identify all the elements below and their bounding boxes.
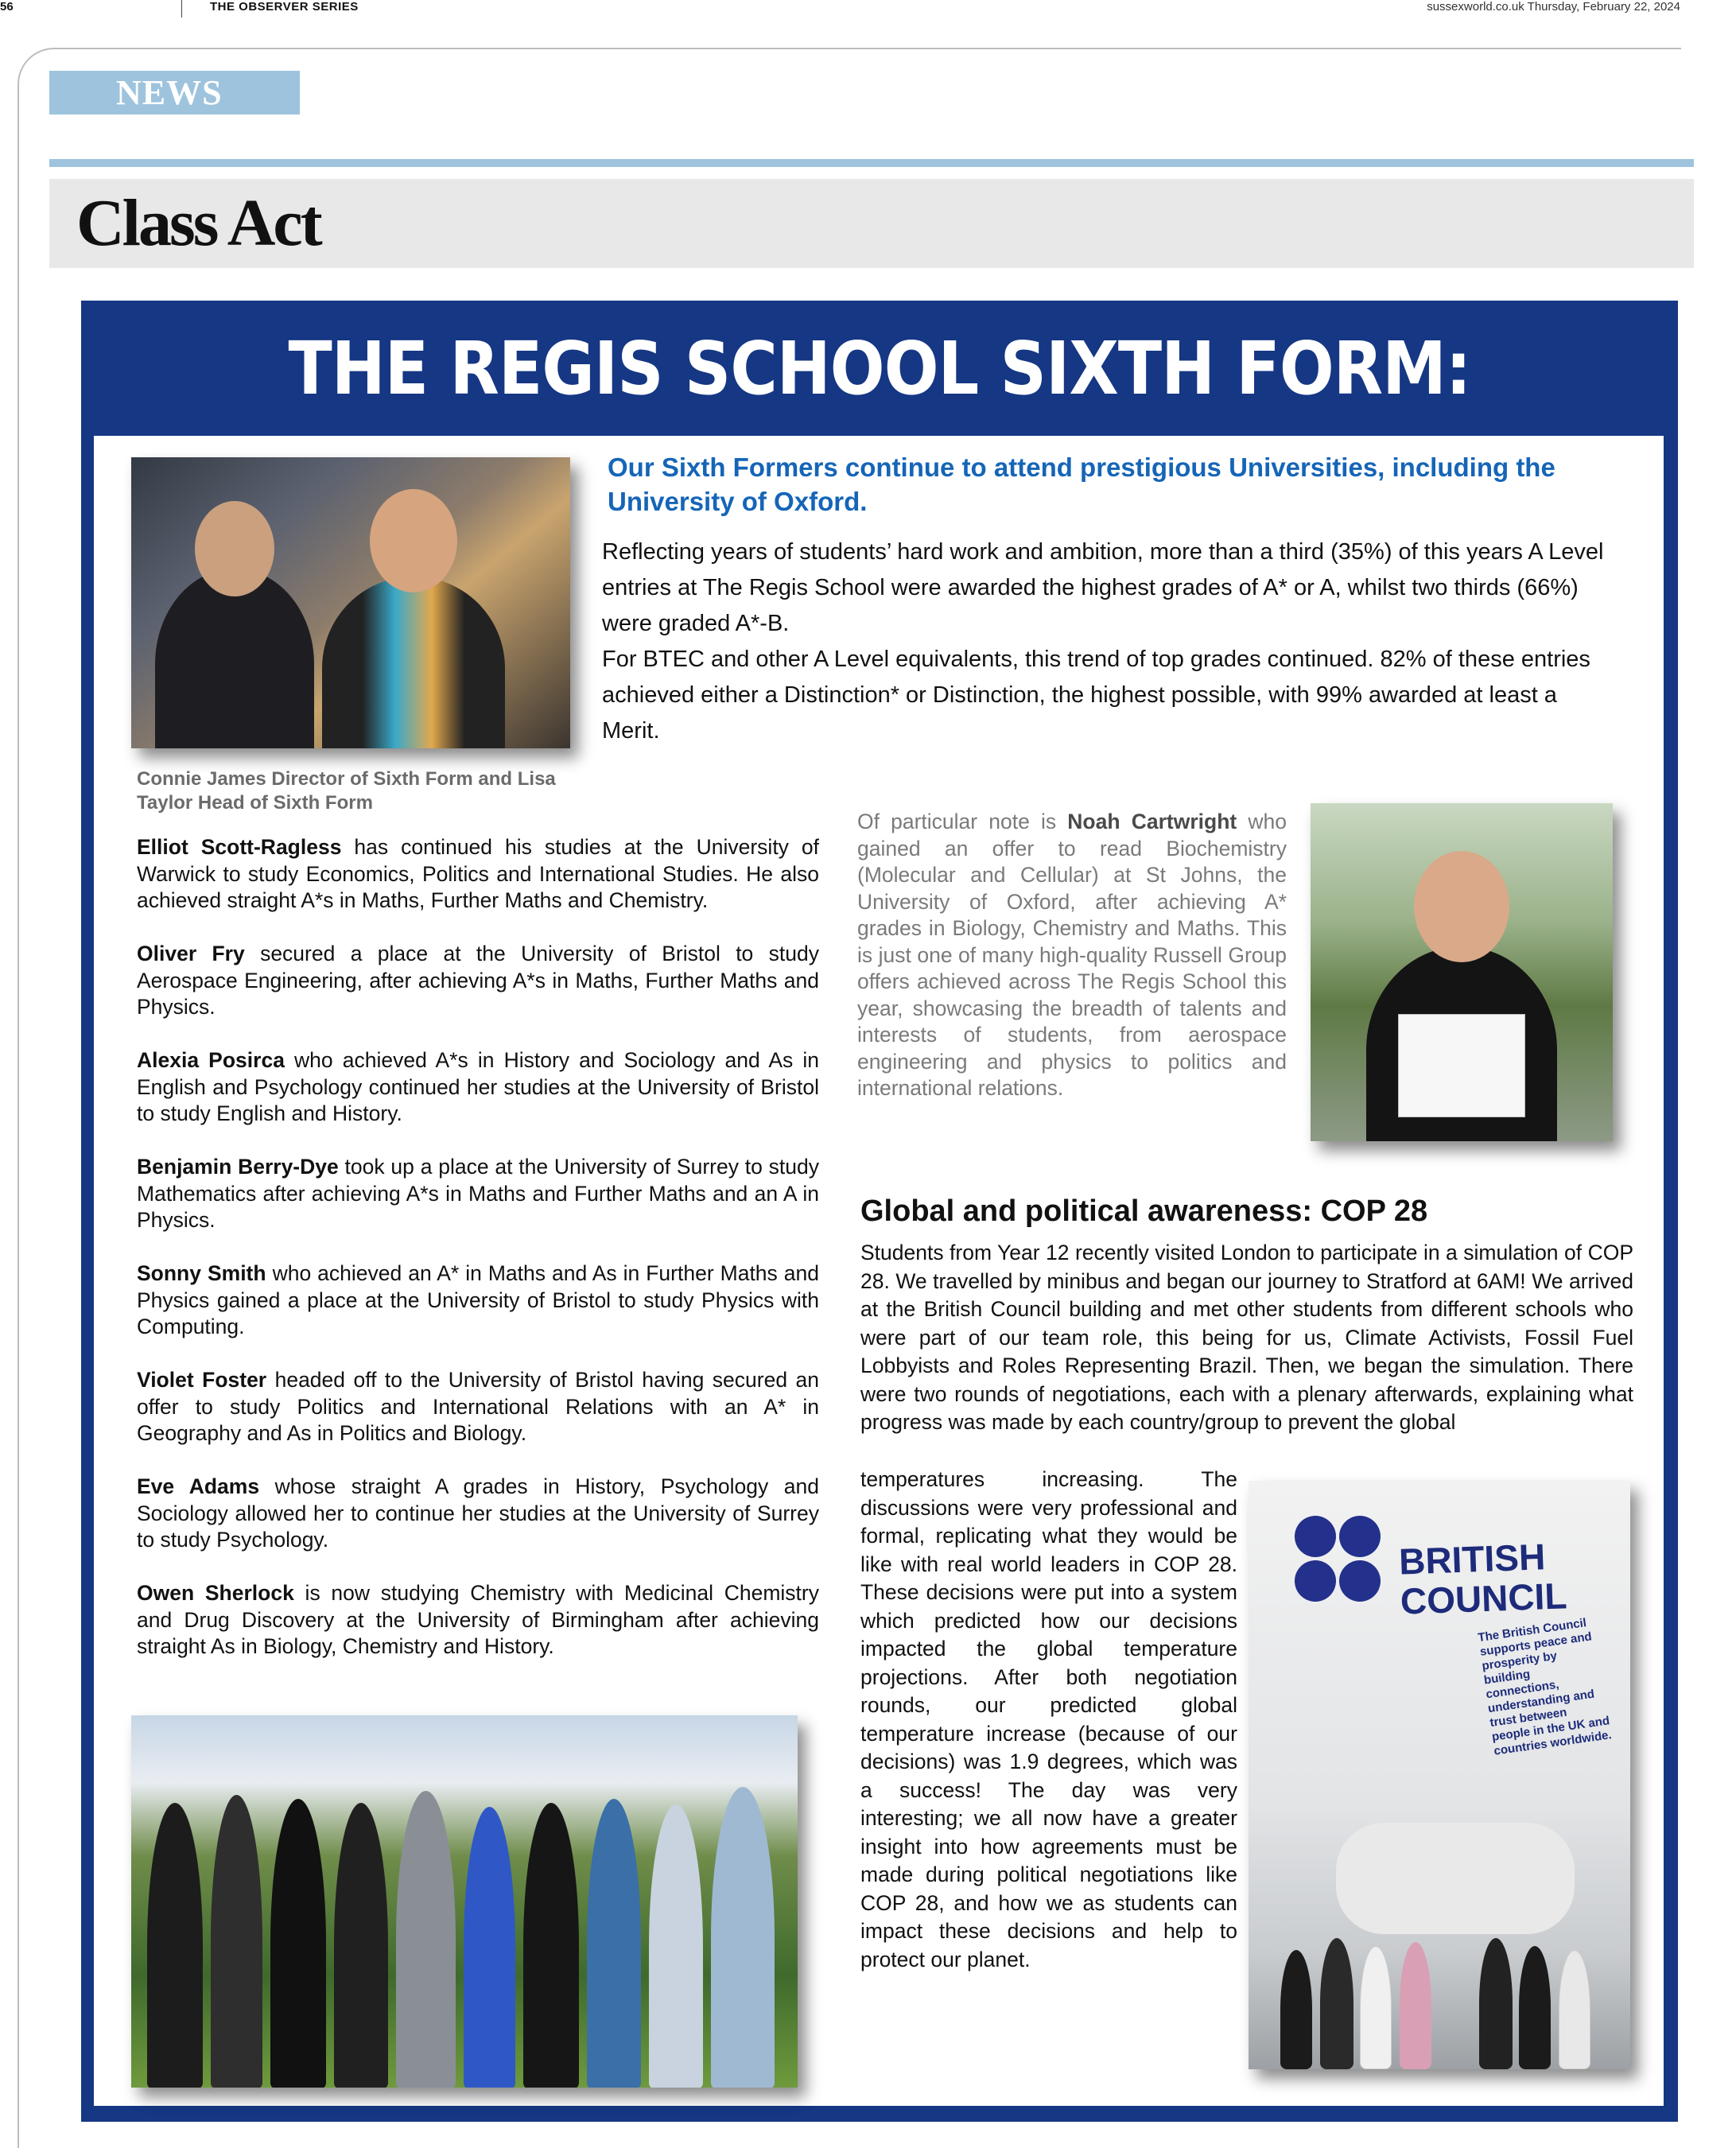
student-entry (137, 1047, 819, 1128)
student-entry (137, 1260, 819, 1341)
featured-student-photo (1311, 803, 1613, 1141)
certificate (1398, 1014, 1525, 1117)
staff-head-left (195, 501, 274, 596)
student-text: secured a place at the University of Bristol to study Aerospace Engineering, after achieving A*s in Maths, Further Maths and Physics. (137, 942, 819, 1019)
staff-head-right (370, 489, 457, 592)
student-text: whose straight A grades in History, Psychology and Sociology allowed her to continue her studies at the University of Surrey to study Psychology. (137, 1474, 819, 1552)
series-name: THE OBSERVER SERIES (210, 0, 359, 14)
group-figure (1519, 1946, 1551, 2069)
group-figure (649, 1804, 703, 2088)
student-text: who achieved an A* in Maths and As in Further Maths and Physics gained a place at the University of Bristol to study Physics with Computing. (137, 1261, 819, 1338)
cop-text-wide: Students from Year 12 recently visited London to participate in a simulation of COP 28. We travelled by minibus and began our journey to Stratford at 6AM! We arrived at the British Council building and met other students from different schools who were part of our team role, this being for us, Climate Activists, Fossil Fuel Lobbyists and Roles Representing Brazil. Then, we began the simulation. There were two rounds of negotiations, each with a plenary afterwards, explaining what progress was made by each country/group to prevent the global (860, 1241, 1633, 1434)
cop-heading: Global and political awareness: COP 28 (860, 1194, 1428, 1228)
student-entry (137, 1154, 819, 1234)
group-photo (131, 1715, 798, 2088)
group-figure (1320, 1938, 1353, 2069)
group-figure (1280, 1950, 1312, 2069)
british-council-statement: The British Council supports peace and prosperity by building connections, understanding and trust between people in the UK and countries worldwide. (1477, 1616, 1613, 1758)
group-figure (711, 1787, 775, 2088)
student-entry (137, 1367, 819, 1447)
student-head (1414, 851, 1509, 962)
featured-student-note (857, 809, 1287, 1102)
group-figure (147, 1803, 203, 2088)
group-figure (211, 1795, 262, 2088)
table-shape (1336, 1823, 1575, 1934)
student-name: Sonny Smith (137, 1261, 266, 1285)
section-tag: NEWS (49, 71, 300, 115)
group-figure (396, 1791, 456, 2088)
staff-photo (131, 457, 570, 748)
student-name: Owen Sherlock (137, 1581, 294, 1605)
section-rule (49, 159, 1694, 167)
student-text: took up a place at the University of Surrey to study Mathematics after achieving A*s in Maths and Further Maths and an A in Physics. (137, 1155, 819, 1232)
page-number: 56 (0, 0, 14, 14)
student-entry (137, 834, 819, 915)
photo-caption: Connie James Director of Sixth Form and Lisa Taylor Head of Sixth Form (137, 768, 556, 814)
masthead-divider (181, 0, 182, 17)
student-name: Benjamin Berry-Dye (137, 1155, 339, 1179)
section-title: Class Act (76, 186, 320, 260)
cop-text-narrow: temperatures increasing. The discussions were very professional and formal, replicating what they would be like with real world leaders in COP 28. These decisions were put into a system which predicted how our decisions impacted the global temperature projections. After both negotiation rounds, our predicted global temperature increase (because of our decisions) was 1.9 degrees, which was a success! The day was very interesting; we all now have a greater insight into how agreements must be made during political negotiations like COP 28, and how we as students can impact these decisions and help to protect our planet. (860, 1467, 1237, 1971)
note-lead: Of particular note is (857, 810, 1068, 833)
group-figure (334, 1803, 388, 2088)
student-text: headed off to the University of Bristol having secured an offer to study Politics and International Relations with an A* in Geography and As in Politics and Biology. (137, 1368, 819, 1445)
group-figure (464, 1807, 515, 2088)
featured-student-name: Noah Cartwright (1067, 810, 1237, 833)
student-name: Oliver Fry (137, 942, 245, 965)
advert-headline: THE REGIS SCHOOL SIXTH FORM: (288, 326, 1471, 411)
intro-paragraph: For BTEC and other A Level equivalents, this trend of top grades continued. 82% of these entries achieved either a Distinction* or Distinction, the highest possible, with 99% awarded at least a Merit. (602, 647, 1590, 744)
student-entry (137, 941, 819, 1021)
group-figure (270, 1799, 326, 2088)
student-entry (137, 1580, 819, 1661)
advert-intro (602, 534, 1614, 749)
student-text: is now studying Chemistry with Medicinal Chemistry and Drug Discovery at the University of Birmingham after achieving straight As in Biology, Chemistry and History. (137, 1581, 819, 1658)
intro-paragraph: Reflecting years of students’ hard work and ambition, more than a third (35%) of this years A Level entries at The Regis School were awarded the highest grades of A* or A, whilst two thirds (66%) were graded A*-B. (602, 539, 1604, 636)
sign-line: COUNCIL (1400, 1575, 1568, 1622)
group-figure (587, 1799, 641, 2088)
student-text: who achieved A*s in History and Sociology and As in English and Psychology continued her studies at the University of Bristol to study English and History. (137, 1048, 819, 1125)
group-figure (1400, 1942, 1431, 2069)
student-name: Elliot Scott-Ragless (137, 835, 342, 859)
note-text: who gained an offer to read Biochemistry (Molecular and Cellular) at St Johns, the University of Oxford, after achieving A* grades in Biology, Chemistry and Maths. This is just one of many high-quality Russell Group offers achieved across The Regis School this year, showcasing the breadth of talents and interests of students, from aerospace engineering and physics to politics and international relations. (857, 810, 1287, 1100)
student-entry (137, 1474, 819, 1554)
group-figure (1360, 1946, 1392, 2069)
british-council-logo-icon (1282, 1503, 1393, 1614)
dateline: sussexworld.co.uk Thursday, February 22, 2024 (1427, 0, 1680, 14)
student-name: Eve Adams (137, 1474, 260, 1498)
british-council-sign (1398, 1536, 1567, 1621)
students-column (137, 834, 819, 1687)
student-name: Violet Foster (137, 1368, 267, 1392)
advert-lede: Our Sixth Formers continue to attend prestigious Universities, including the University of Oxford. (608, 453, 1555, 516)
student-name: Alexia Posirca (137, 1048, 285, 1072)
sign-line: BRITISH (1398, 1536, 1546, 1583)
student-text: has continued his studies at the University of Warwick to study Economics, Politics and International Studies. He also achieved straight A*s in Maths, Further Maths and Chemistry. (137, 835, 819, 912)
group-figure (523, 1803, 579, 2088)
staff-figure-right (322, 577, 505, 748)
group-figure (1479, 1938, 1513, 2069)
group-figure (1559, 1950, 1590, 2069)
